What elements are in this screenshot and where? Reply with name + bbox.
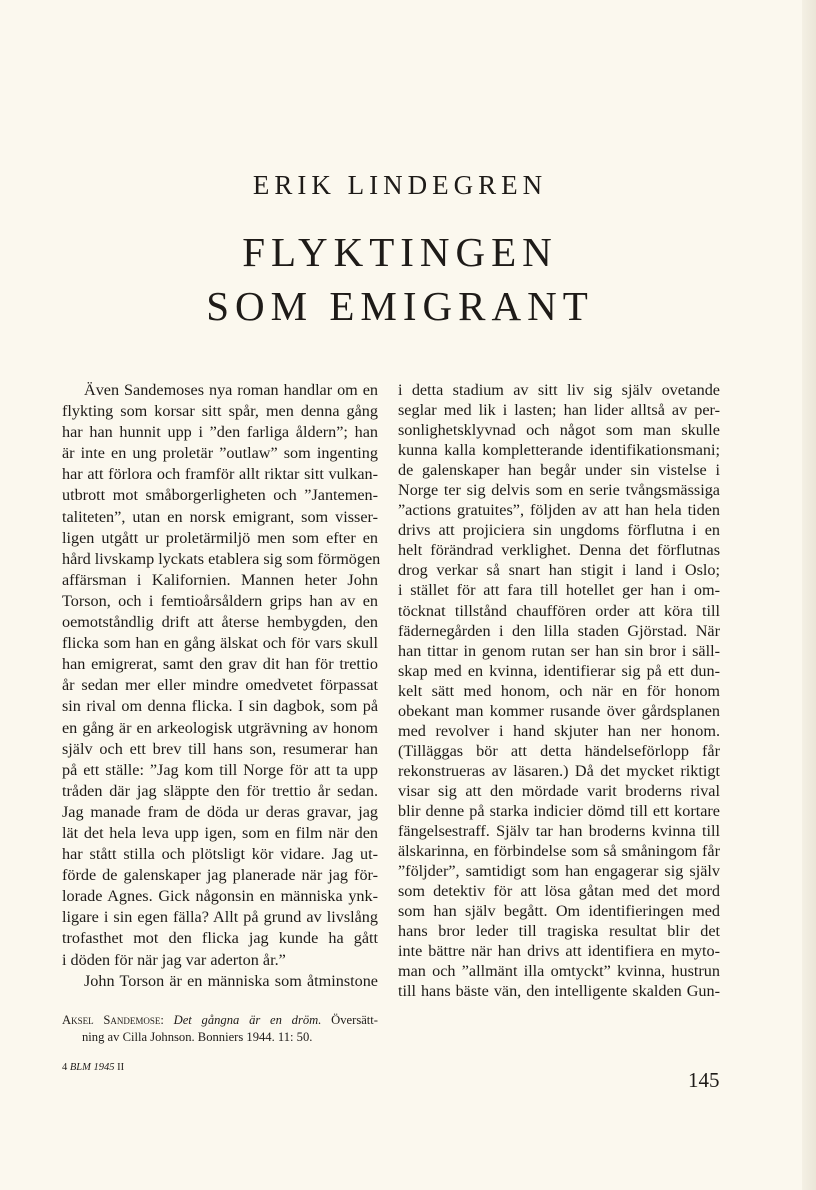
signature-mark [62,1062,124,1073]
text-line: rekonstrueras av läsaren.) Då det mycket riktigt [398,761,720,780]
text-line: i detta stadium av sitt liv sig själv ovetande [398,381,720,399]
signature-part: II [117,1062,125,1073]
text-line: John Torson är en människa som åtminstone [84,971,378,990]
text-line: affärsman i Kalifornien. Mannen heter John [62,570,378,589]
text-line: flykting som korsar sitt spår, men denna gång [62,402,378,421]
text-line: utbrott mot småborgerligheten och ”Jantemen- [62,486,378,505]
page-number: 145 [688,1068,720,1092]
text-line: kelt sätt med honom, och när en för honom [398,681,720,700]
text-line: flicka som han en gång älskat och för vars skull [62,634,378,653]
text-line: älskarinna, en förbindelse som så småningom får [398,842,720,861]
text-line: obekant man kommer rusande över gårdsplanen [398,701,720,720]
text-line: fädernegården i den lilla staden Gjörstad. När [398,621,720,640]
text-line: med revolver i hand skjuter han ner honom. [398,721,720,740]
signature-number: 4 [62,1062,68,1073]
text-line: som detektiv för att lösa gåtan med det mord [398,882,720,901]
text-line: visar sig att den mördade varit broderns rival [398,781,720,800]
text-line: töcknat tillstånd chauffören order att köra till [398,601,720,620]
text-line: hård livskamp lyckats etablera sig som förmögen [62,549,381,568]
text-line: Torson, och i femtioårsåldern grips han av en [62,591,378,610]
text-line: drivs att projiciera sin ungdoms förflutna i en [398,521,720,540]
text-line: han tittar in genom rutan ser han sin bror i säll- [398,641,720,660]
author-name: ERIK LINDEGREN [252,170,548,200]
text-line: blir denne på starka indicier dömd till ett kortare [398,801,720,820]
text-line: man och ”allmänt illa omtyckt” kvinna, hustrun [398,962,720,981]
text-line: tråden där jag släppte den för trettio år sedan. [62,781,378,800]
text-line: har stått stilla och plötsligt kör vidare. Jag ut- [62,845,378,864]
text-line: år sedan mer eller mindre omedvetet förpassat [62,676,378,695]
text-line: skap med en kvinna, identifierar sig på ett dun- [398,661,720,680]
text-line: trofasthet mot den flicka jag kunde ha gått [62,929,378,948]
text-line: kunna kalla kompletterande identifikationsmani; [398,441,720,460]
signature-journal: BLM 1945 [69,1062,115,1073]
text-line: hans bror leder till tragiska resultat blir det [398,922,720,941]
footnote-author: Aksel Sandemose [62,1013,161,1027]
text-line: fängelsestraff. Själv tar han broderns kvinna till [398,822,720,841]
text-line: är inte en ung proletär ”outlaw” som ingenting [62,444,378,463]
text-line: Även Sandemoses nya roman handlar om en [84,381,378,399]
text-line: själv och ett brev till hans son, resumerar han [62,739,378,758]
text-line: Norge ter sig delvis som en serie tvångsmässiga [398,481,720,500]
text-line: sonlighetsklyvnad och något som man skulle [398,421,720,440]
text-line: har han hunnit upp i ”den farliga åldern”; han [62,423,378,442]
footnote-book-title: Det gångna är en dröm. [173,1013,322,1027]
text-line: en gång är en arkeologisk utgrävning av honom [62,718,378,737]
text-line: som han själv begått. Om identifieringen med [398,902,720,921]
text-line: de galenskaper han begår under sin vistelse i [398,461,720,480]
text-line: i stället för att fara till hotellet ger han i om- [398,581,720,600]
text-line: lät det hela leva upp igen, som en film när den [62,823,378,842]
text-line: inte bättre när han drivs att identifiera en myto- [398,942,720,961]
text-line: har att förlora och framför allt riktar sitt vulkan- [62,465,378,484]
text-line: ”följder”, samtidigt som han engagerar sig själv [398,862,720,881]
text-line: Jag manade fram de döda ur deras gravar, jag [62,802,378,821]
text-line: (Tilläggas bör att detta händelseförlopp får [398,741,720,760]
text-line: taliteten”, utan en norsk emigrant, som visser- [62,507,378,526]
text-line: sin rival om denna flicka. I sin dagbok, som på [62,697,378,716]
text-line: ligen utgått ur proletärmiljö men som efter en [62,528,378,547]
title-line-1: FLYKTINGEN [242,229,558,275]
footnote [62,1012,378,1046]
text-line: förde de galenskaper jag planerade när jag för- [62,866,378,885]
text-line: ligare i sin egen fälla? Allt på grund av livslång [62,908,378,927]
text-line: han emigrerat, samt den grav dit han för trettio [62,655,378,674]
text-line: ”actions gratuites”, följden av att han hela tiden [398,501,720,520]
text-line: lorade Agnes. Gick någonsin en människa ynk- [62,887,378,906]
footnote-line-2: ning av Cilla Johnson. Bonniers 1944. 11: 50. [82,1030,313,1044]
text-line: i döden för när jag var aderton år.” [62,950,286,969]
text-line: på ett ställe: ”Jag kom till Norge för att ta upp [62,760,378,779]
title-line-2: SOM EMIGRANT [206,283,594,329]
left-column [62,380,381,992]
text-line: helt förändrad verklighet. Denna det förflutnas [398,541,720,560]
text-line: oemotståndlig drift att återse hembygden, den [62,613,378,632]
footnote-line-1: Aksel Sandemose: Det gångna är en dröm. Översätt- [62,1013,378,1027]
text-line: drog verkar så snart han stigit i land i Oslo; [398,561,720,580]
text-line: till hans bäste vän, den intelligente skalden Gun- [398,982,720,1001]
text-line: seglar med lik i lasten; han lider alltså av per- [398,401,720,420]
footnote-translation: Översätt- [331,1013,378,1027]
right-column [398,380,720,1001]
page-edge [802,0,816,1190]
